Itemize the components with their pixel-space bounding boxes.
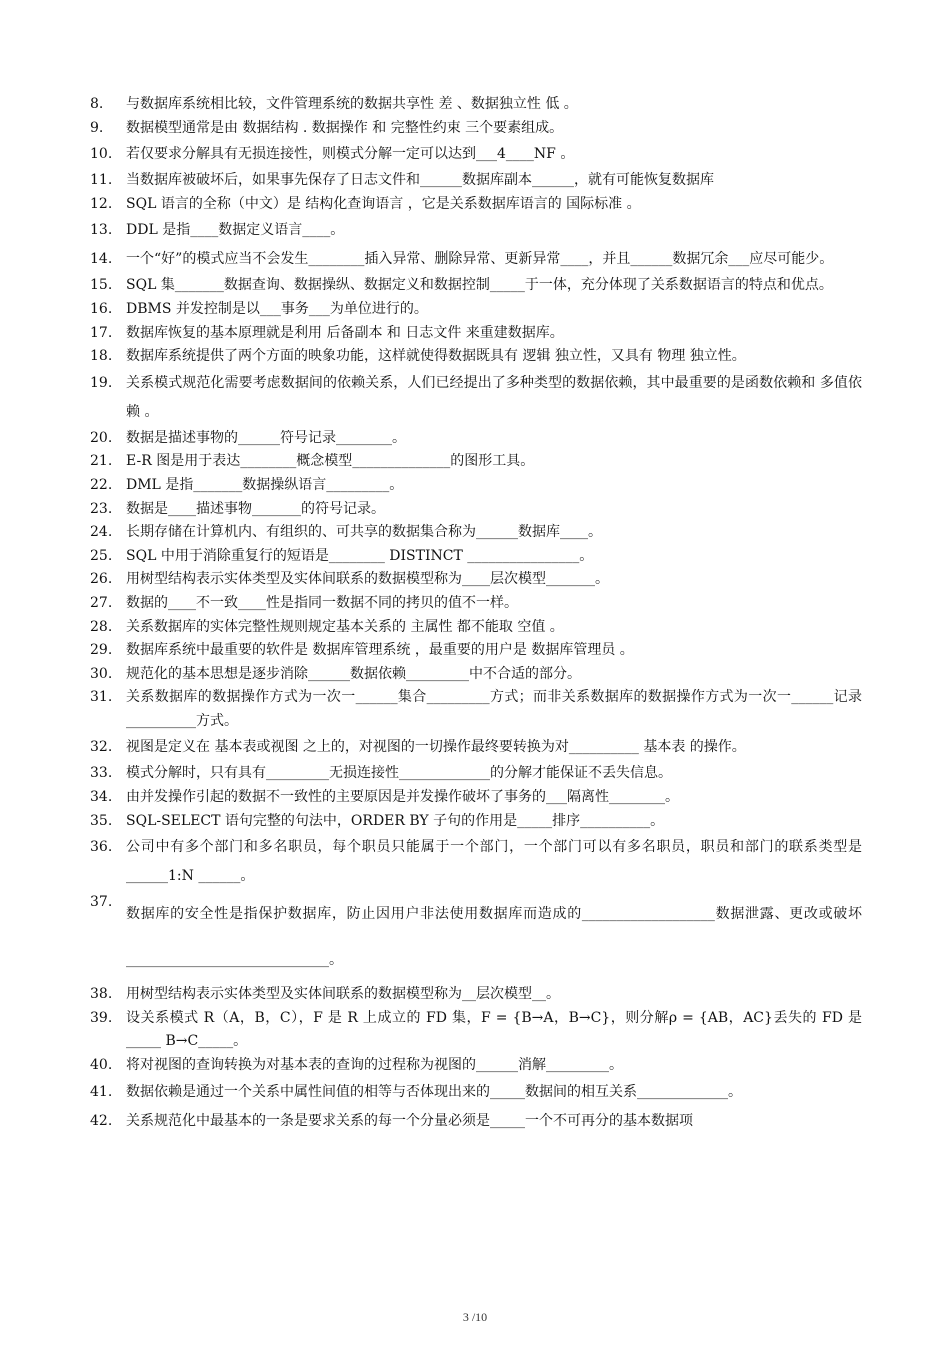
question-text: 数据库恢复的基本原理就是利用 后备副本 和 日志文件 来重建数据库。 <box>126 324 564 341</box>
question-text: 数据模型通常是由 数据结构 . 数据操作 和 完整性约束 三个要素组成。 <box>126 119 564 136</box>
question-text: 一个“好”的模式应当不会发生________插入异常、删除异常、更新异常____，并且______数据冗余___应尽可能少。 <box>126 251 834 268</box>
question-text: 规范化的基本思想是逐步消除______数据依赖_________中不合适的部分。 <box>126 665 581 682</box>
question-item <box>90 1007 862 1054</box>
question-number: 12. <box>90 195 113 212</box>
question-list <box>90 93 862 1136</box>
question-number: 41. <box>90 1083 113 1100</box>
question-text: SQL 中用于消除重复行的短语是________ DISTINCT ________________。 <box>126 547 594 564</box>
question-item <box>90 663 862 687</box>
question-text: 长期存储在计算机内、有组织的、可共享的数据集合称为______数据库____。 <box>126 524 602 541</box>
question-item <box>90 117 862 141</box>
question-item <box>90 93 862 117</box>
question-item <box>90 216 862 245</box>
question-item <box>90 193 862 217</box>
question-number: 20. <box>90 429 113 446</box>
question-item <box>90 169 862 193</box>
question-item <box>90 686 862 733</box>
question-number: 8. <box>90 96 104 112</box>
question-text: 数据库系统提供了两个方面的映象功能，这样就使得数据既具有 逻辑 独立性，又具有 物理 独立性。 <box>126 348 746 365</box>
question-item <box>90 298 862 322</box>
question-number: 15. <box>90 277 113 294</box>
question-number: 23. <box>90 500 113 517</box>
question-item <box>90 498 862 522</box>
question-item <box>90 616 862 640</box>
question-text: SQL-SELECT 语句完整的句法中，ORDER BY 子句的作用是_____排序__________。 <box>126 812 665 829</box>
question-text: 公司中有多个部门和多名职员，每个职员只能属于一个部门，一个部门可以有多名职员，职员和部门的联系类型是______1:N ______。 <box>126 839 862 885</box>
question-text: 当数据库被破坏后，如果事先保存了日志文件和______数据库副本______，就有可能恢复数据库 <box>126 172 714 189</box>
question-text: SQL 集_______数据查询、数据操纵、数据定义和数据控制_____于一体，充分体现了关系数据语言的特点和优点。 <box>126 277 833 294</box>
question-number: 11. <box>90 172 113 189</box>
question-number: 31. <box>90 689 113 706</box>
question-item <box>90 274 862 298</box>
question-number: 14. <box>90 251 113 268</box>
question-item <box>90 450 862 474</box>
question-text: 数据是____描述事物_______的符号记录。 <box>126 500 385 517</box>
question-number: 13. <box>90 222 113 239</box>
question-number: 40. <box>90 1057 113 1074</box>
question-item <box>90 345 862 369</box>
question-text: 设关系模式 R（A，B，C），F 是 R 上成立的 FD 集，F = {B→A，B→C}，则分解ρ = {AB，AC}丢失的 FD 是_____ B→C_____。 <box>126 1009 862 1050</box>
question-text: 数据库系统中最重要的软件是 数据库管理系统 ，最重要的用户是 数据库管理员 。 <box>126 642 634 659</box>
question-number: 35. <box>90 812 113 829</box>
question-item <box>90 891 862 983</box>
question-item <box>90 568 862 592</box>
question-item <box>90 545 862 569</box>
question-number: 39. <box>90 1009 113 1026</box>
question-item <box>90 245 862 274</box>
question-number: 37. <box>90 894 113 911</box>
question-item <box>90 322 862 346</box>
question-item <box>90 1107 862 1136</box>
question-item <box>90 521 862 545</box>
question-text: 关系规范化中最基本的一条是要求关系的每一个分量必须是_____一个不可再分的基本数据项 <box>126 1112 693 1129</box>
question-number: 10. <box>90 146 113 163</box>
question-item <box>90 762 862 786</box>
question-text: 数据的____不一致____性是指同一数据不同的拷贝的值不一样。 <box>126 594 518 611</box>
question-text: 数据是描述事物的______符号记录________。 <box>126 429 406 446</box>
question-number: 18. <box>90 348 113 365</box>
question-number: 32. <box>90 739 113 756</box>
question-number: 24. <box>90 524 113 541</box>
question-item <box>90 474 862 498</box>
question-text: DDL 是指____数据定义语言____。 <box>126 222 345 239</box>
question-number: 36. <box>90 839 113 856</box>
question-number: 27. <box>90 594 113 611</box>
question-text: 关系模式规范化需要考虑数据间的依赖关系，人们已经提出了多种类型的数据依赖，其中最重要的是函数依赖和 多值依赖 。 <box>126 374 862 420</box>
question-item <box>90 833 862 891</box>
question-text: 关系数据库的数据操作方式为一次一______集合_________方式；而非关系数据库的数据操作方式为一次一______记录__________方式。 <box>126 689 862 729</box>
question-number: 30. <box>90 665 113 682</box>
question-number: 19. <box>90 374 113 391</box>
question-number: 25. <box>90 547 113 564</box>
question-number: 9. <box>90 119 104 136</box>
question-number: 29. <box>90 642 113 659</box>
question-item <box>90 733 862 762</box>
question-item <box>90 1078 862 1107</box>
question-number: 38. <box>90 986 113 1003</box>
question-item <box>90 140 862 169</box>
question-number: 42. <box>90 1112 113 1129</box>
question-text: 用树型结构表示实体类型及实体间联系的数据模型称为__层次模型__。 <box>126 986 560 1003</box>
question-text: 模式分解时，只有具有_________无损连接性_____________的分解才能保证不丢失信息。 <box>126 765 672 782</box>
question-number: 17. <box>90 324 113 341</box>
question-text: 用树型结构表示实体类型及实体间联系的数据模型称为____层次模型_______。 <box>126 571 609 588</box>
question-item <box>90 369 862 427</box>
question-item <box>90 592 862 616</box>
question-number: 33. <box>90 765 113 782</box>
question-number: 34. <box>90 789 113 806</box>
question-number: 26. <box>90 571 113 588</box>
question-text: 由并发操作引起的数据不一致性的主要原因是并发操作破坏了事务的___隔离性________。 <box>126 789 679 806</box>
question-number: 28. <box>90 618 113 635</box>
question-text: DML 是指_______数据操纵语言_________。 <box>126 476 404 493</box>
question-text: SQL 语言的全称（中文）是 结构化查询语言 ，它是关系数据库语言的 国际标准 。 <box>126 195 641 212</box>
question-item <box>90 1054 862 1078</box>
question-item <box>90 786 862 810</box>
question-text: 关系数据库的实体完整性规则规定基本关系的 主属性 都不能取 空值 。 <box>126 618 564 635</box>
question-number: 16. <box>90 300 113 317</box>
question-text: 数据依赖是通过一个关系中属性间值的相等与否体现出来的_____数据间的相互关系_____________。 <box>126 1083 742 1100</box>
question-number: 22. <box>90 476 113 493</box>
question-text: 数据库的安全性是指保护数据库，防止因用户非法使用数据库而造成的___________________数据泄露、更改或破坏_____________________________。 <box>126 906 862 969</box>
question-text: 若仅要求分解具有无损连接性，则模式分解一定可以达到___4____NF 。 <box>126 146 575 163</box>
question-item <box>90 427 862 451</box>
question-number: 21. <box>90 453 113 470</box>
question-text: 与数据库系统相比较，文件管理系统的数据共享性 差 、数据独立性 低 。 <box>126 96 578 112</box>
question-text: 视图是定义在 基本表或视图 之上的，对视图的一切操作最终要转换为对__________ 基本表 的操作。 <box>126 739 746 756</box>
page-number: 3 /10 <box>462 1310 488 1324</box>
question-item <box>90 639 862 663</box>
question-text: E-R 图是用于表达________概念模型______________的图形工具。 <box>126 453 535 470</box>
question-text: 将对视图的查询转换为对基本表的查询的过程称为视图的______消解_________。 <box>126 1057 623 1074</box>
question-item <box>90 983 862 1007</box>
question-item <box>90 810 862 834</box>
question-text: DBMS 并发控制是以___事务___为单位进行的。 <box>126 300 428 317</box>
